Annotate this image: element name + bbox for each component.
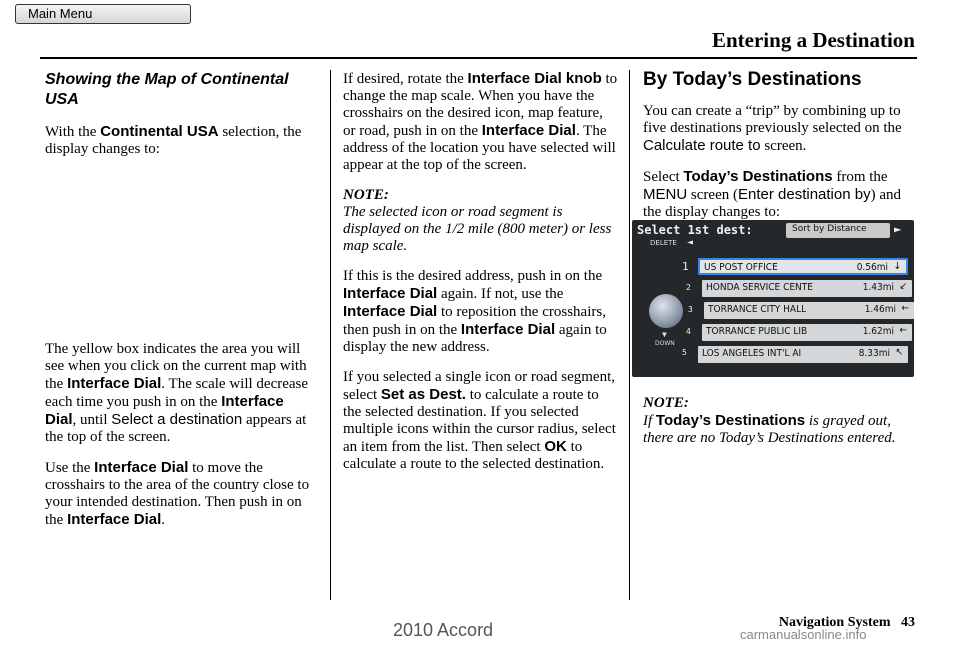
control-term: Interface Dial <box>67 375 162 392</box>
direction-arrow-icon: ← <box>899 325 907 336</box>
main-menu-button[interactable]: Main Menu <box>15 4 191 24</box>
paragraph: If desired, rotate the Interface Dial knob to change the map scale. When you have the crosshairs on the desired icon, map feature, or road, push in on the Interface Dial. The address of the location you have selected will appear at the top of the screen. <box>343 70 618 173</box>
control-term: Interface Dial <box>481 122 576 139</box>
section-heading-todays-destinations: By Today’s Destinations <box>643 69 862 90</box>
control-term: Interface Dial knob <box>467 70 602 87</box>
direction-arrow-icon: ↓ <box>893 261 901 272</box>
paragraph: If this is the desired address, push in on the Interface Dial again. If not, use the Interface Dial to reposition the crosshairs, then push in on the Interface Dial again to display the new address. <box>343 268 607 355</box>
screen-term: MENU <box>643 186 688 203</box>
column-3-note <box>643 395 918 460</box>
paragraph: If you selected a single icon or road segment, select Set as Dest. to calculate a route to the selected destination. If you selected multiple icons within the cursor radius, select an item from the list. Then select OK to calculate a route to the selected destination. <box>343 369 616 472</box>
paragraph: Use the Interface Dial to move the crosshairs to the area of the country close to your intended destination. Then push in on the Interface Dial. <box>45 459 310 528</box>
delete-button[interactable]: DELETE <box>650 239 677 247</box>
control-term: Interface Dial <box>343 285 438 302</box>
control-term: Interface Dial <box>67 511 162 528</box>
sort-by-distance-button[interactable]: Sort by Distance <box>786 223 890 238</box>
direction-arrow-icon: ← <box>901 303 909 314</box>
note-label: NOTE: <box>343 187 389 203</box>
play-icon: ► <box>894 222 902 236</box>
figure-space <box>45 171 317 341</box>
header-rule <box>40 57 917 59</box>
item-number: 2 <box>686 283 691 292</box>
column-2 <box>343 70 618 486</box>
column-1 <box>45 70 317 542</box>
item-number: 5 <box>682 348 687 357</box>
destination-item[interactable]: US POST OFFICE 0.56mi ↓ <box>698 258 908 275</box>
watermark-model: 2010 Accord <box>393 620 494 640</box>
footer-section: Navigation System <box>778 615 891 630</box>
control-term: Interface Dial <box>343 303 438 320</box>
screen-button-term: OK <box>544 438 567 455</box>
left-arrow-icon: ◄ <box>687 237 694 248</box>
screen-title: Select 1st dest: <box>637 223 753 237</box>
note-text: If Today’s Destinations is grayed out, there are no Today’s Destinations entered. <box>643 412 896 446</box>
destination-item[interactable]: TORRANCE PUBLIC LIB 1.62mi ← <box>702 324 912 341</box>
destination-item[interactable]: TORRANCE CITY HALL 1.46mi ← <box>704 302 914 319</box>
menu-term: Continental USA <box>100 123 219 140</box>
watermark-site: carmanualsonline.info <box>740 627 867 642</box>
section-heading-continental: Showing the Map of Continental USA <box>45 71 289 108</box>
screen-button-term: Set as Dest. <box>380 386 466 403</box>
destination-item[interactable]: HONDA SERVICE CENTE 1.43mi ↙ <box>702 280 912 297</box>
note-text: The selected icon or road segment is displayed on the 1/2 mile (800 meter) or less map scale. <box>343 204 612 254</box>
column-divider <box>330 70 331 600</box>
menu-term: Today’s Destinations <box>683 168 833 185</box>
dial-knob-icon <box>649 294 683 328</box>
destination-item[interactable]: LOS ANGELES INT'L AI 8.33mi ↖ <box>698 346 908 363</box>
page-title: Entering a Destination <box>711 28 915 52</box>
screen-term: Enter destination by <box>737 186 871 203</box>
column-divider <box>629 70 630 600</box>
todays-destinations-screen <box>632 220 914 377</box>
item-number: 3 <box>688 305 693 314</box>
screen-term: Select a destination <box>111 411 243 428</box>
menu-term: Today’s Destinations <box>655 412 806 429</box>
direction-arrow-icon: ↙ <box>899 281 907 292</box>
screen-term: Calculate route to <box>643 137 761 154</box>
paragraph: The yellow box indicates the area you will see when you click on the current map with the Interface Dial. The scale will decrease each time you push in on the Interface Dial, until Select a destination appears at the top of the screen. <box>45 341 309 445</box>
column-3 <box>643 70 918 234</box>
paragraph: You can create a “trip” by combining up to five destinations previously selected on the Calculate route to screen. <box>643 103 902 154</box>
control-term: Interface Dial <box>94 459 189 476</box>
page-number: 43 <box>901 615 915 630</box>
item-number: 1 <box>682 260 689 273</box>
down-triangle-icon: ▼ <box>662 330 667 339</box>
down-label: DOWN <box>655 340 675 347</box>
paragraph: With the Continental USA selection, the display changes to: <box>45 123 302 157</box>
note-label: NOTE: <box>643 395 689 411</box>
paragraph: Select Today’s Destinations from the MENU screen (Enter destination by) and the display changes to: <box>643 168 901 220</box>
control-term: Interface Dial <box>460 321 556 338</box>
direction-arrow-icon: ↖ <box>895 347 903 358</box>
item-number: 4 <box>686 327 691 336</box>
control-term: Interface Dial <box>45 393 284 428</box>
